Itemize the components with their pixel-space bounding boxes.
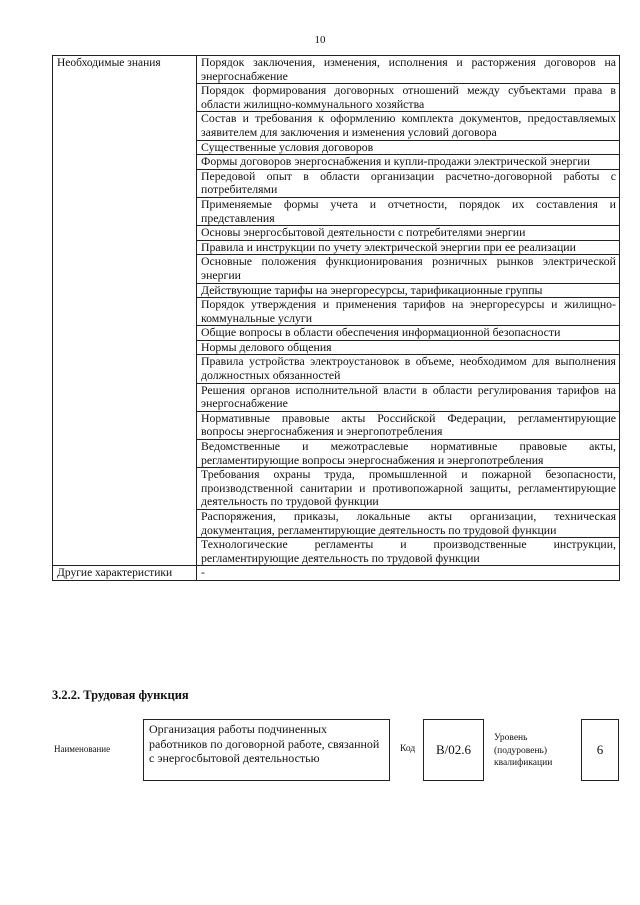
section-heading: 3.2.2. Трудовая функция xyxy=(52,688,189,702)
knowledge-item: Передовой опыт в области организации расчетно-договорной работы с потребителями xyxy=(197,169,620,197)
knowledge-item: Порядок заключения, изменения, исполнения и расторжения договоров на энергоснабжение xyxy=(197,56,620,84)
knowledge-item: Порядок формирования договорных отношений между субъектами права в области жилищно-коммунального хозяйства xyxy=(197,84,620,112)
other-characteristics-label: Другие характеристики xyxy=(53,566,197,581)
knowledge-item: Существенные условия договоров xyxy=(197,140,620,155)
code-value: B/02.6 xyxy=(423,719,484,781)
knowledge-label: Необходимые знания xyxy=(53,56,197,566)
knowledge-item: Основные положения функционирования розничных рынков электрической энергии xyxy=(197,255,620,283)
other-characteristics-value: - xyxy=(197,566,620,581)
level-value: 6 xyxy=(581,719,619,781)
knowledge-item: Нормативные правовые акты Российской Федерации, регламентирующие вопросы энергоснабжения и энергопотребления xyxy=(197,411,620,439)
knowledge-item: Применяемые формы учета и отчетности, порядок их составления и представления xyxy=(197,197,620,225)
knowledge-item: Ведомственные и межотраслевые нормативные правовые акты, регламентирующие вопросы энергоснабжения и энергопотребления xyxy=(197,440,620,468)
knowledge-item: Общие вопросы в области обеспечения информационной безопасности xyxy=(197,326,620,341)
knowledge-item: Состав и требования к оформлению комплекта документов, предоставляемых заявителем для заключения и изменения условий договора xyxy=(197,112,620,140)
knowledge-item: Правила устройства электроустановок в объеме, необходимом для выполнения должностных обязанностей xyxy=(197,355,620,383)
knowledge-item: Правила и инструкции по учету электрической энергии при ее реализации xyxy=(197,240,620,255)
table-row xyxy=(53,566,620,581)
code-label: Код xyxy=(400,744,416,754)
knowledge-item: Порядок утверждения и применения тарифов на энергоресурсы и жилищно-коммунальные услуги xyxy=(197,298,620,326)
knowledge-item: Действующие тарифы на энергоресурсы, тарификационные группы xyxy=(197,283,620,298)
name-value: Организация работы подчиненных работников по договорной работе, связанной с энергосбытовой деятельностью xyxy=(143,719,390,781)
knowledge-item: Технологические регламенты и производственные инструкции, регламентирующие деятельность по трудовой функции xyxy=(197,538,620,566)
knowledge-item: Основы энергосбытовой деятельности с потребителями энергии xyxy=(197,226,620,241)
name-label: Наименование xyxy=(54,744,111,754)
level-label: Уровень (подуровень) квалификации xyxy=(494,733,553,768)
knowledge-item: Требования охраны труда, промышленной и пожарной безопасности, производственной санитарии и противопожарной защиты, регламентирующие деятельность по трудовой функции xyxy=(197,468,620,510)
knowledge-table xyxy=(52,55,620,581)
table-row xyxy=(53,56,620,84)
knowledge-item: Распоряжения, приказы, локальные акты организации, техническая документация, регламентирующие деятельность по трудовой функции xyxy=(197,510,620,538)
knowledge-item: Решения органов исполнительной власти в области регулирования тарифов на энергоснабжение xyxy=(197,383,620,411)
knowledge-item: Формы договоров энергоснабжения и купли-продажи электрической энергии xyxy=(197,155,620,170)
page-number: 10 xyxy=(314,34,326,46)
knowledge-item: Нормы делового общения xyxy=(197,340,620,355)
